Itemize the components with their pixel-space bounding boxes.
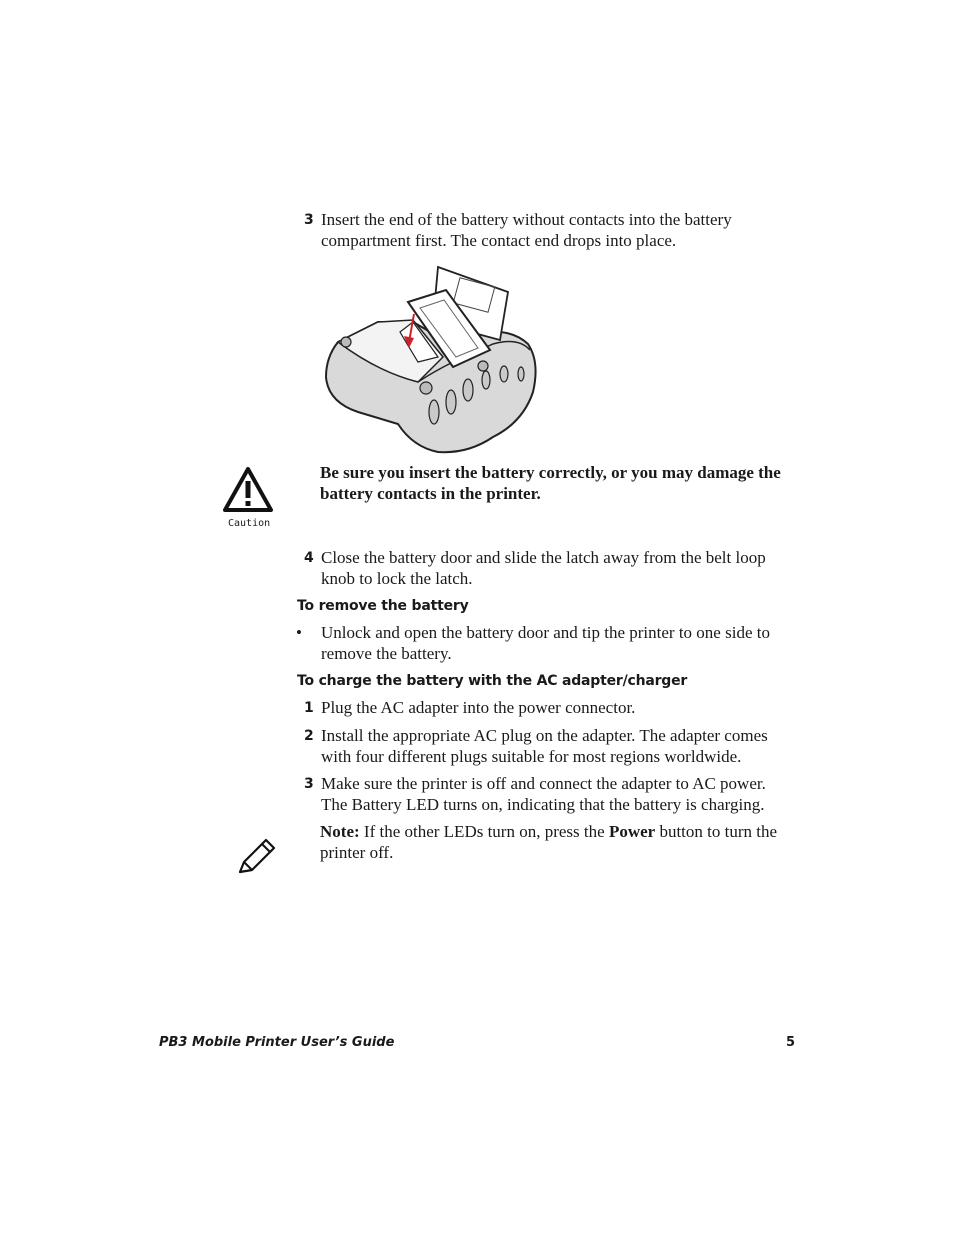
step-number: 2	[304, 728, 314, 744]
section-heading: To remove the battery	[297, 598, 469, 614]
note-label: Note:	[320, 822, 360, 841]
note-bold-word: Power	[608, 822, 656, 841]
note-text	[320, 822, 790, 863]
note-pencil-icon	[236, 832, 280, 874]
printer-battery-illustration	[318, 262, 544, 456]
step-number: 3	[304, 212, 314, 228]
note-text-after: button to turn the printer off.	[320, 822, 778, 862]
caution-triangle-icon	[222, 466, 274, 514]
step-text: Close the battery door and slide the latch away from the belt loop knob to lock the latch.	[321, 548, 766, 588]
caution-text: Be sure you insert the battery correctly, or you may damage the battery contacts in the printer.	[320, 463, 781, 503]
step-text: Insert the end of the battery without contacts into the battery compartment first. The contact end drops into place.	[321, 210, 732, 250]
step-number: 4	[304, 550, 314, 566]
step-text: Make sure the printer is off and connect the adapter to AC power. The Battery LED turns on, indicating that the battery is charging.	[321, 774, 766, 814]
step-number: 3	[304, 776, 314, 792]
page-number: 5	[786, 1035, 796, 1050]
step-text: Install the appropriate AC plug on the adapter. The adapter comes with four different plugs suitable for most regions worldwide.	[321, 726, 768, 766]
bullet-text: Unlock and open the battery door and tip the printer to one side to remove the battery.	[321, 623, 770, 663]
caution-label: Caution	[228, 518, 271, 529]
step-number: 1	[304, 700, 314, 716]
footer-title: PB3 Mobile Printer User’s Guide	[159, 1035, 395, 1050]
note-text-before: If the other LEDs turn on, press the	[363, 822, 605, 841]
bullet: •	[296, 623, 302, 642]
step-text: Plug the AC adapter into the power connector.	[321, 698, 636, 717]
section-heading: To charge the battery with the AC adapter/charger	[297, 673, 688, 689]
